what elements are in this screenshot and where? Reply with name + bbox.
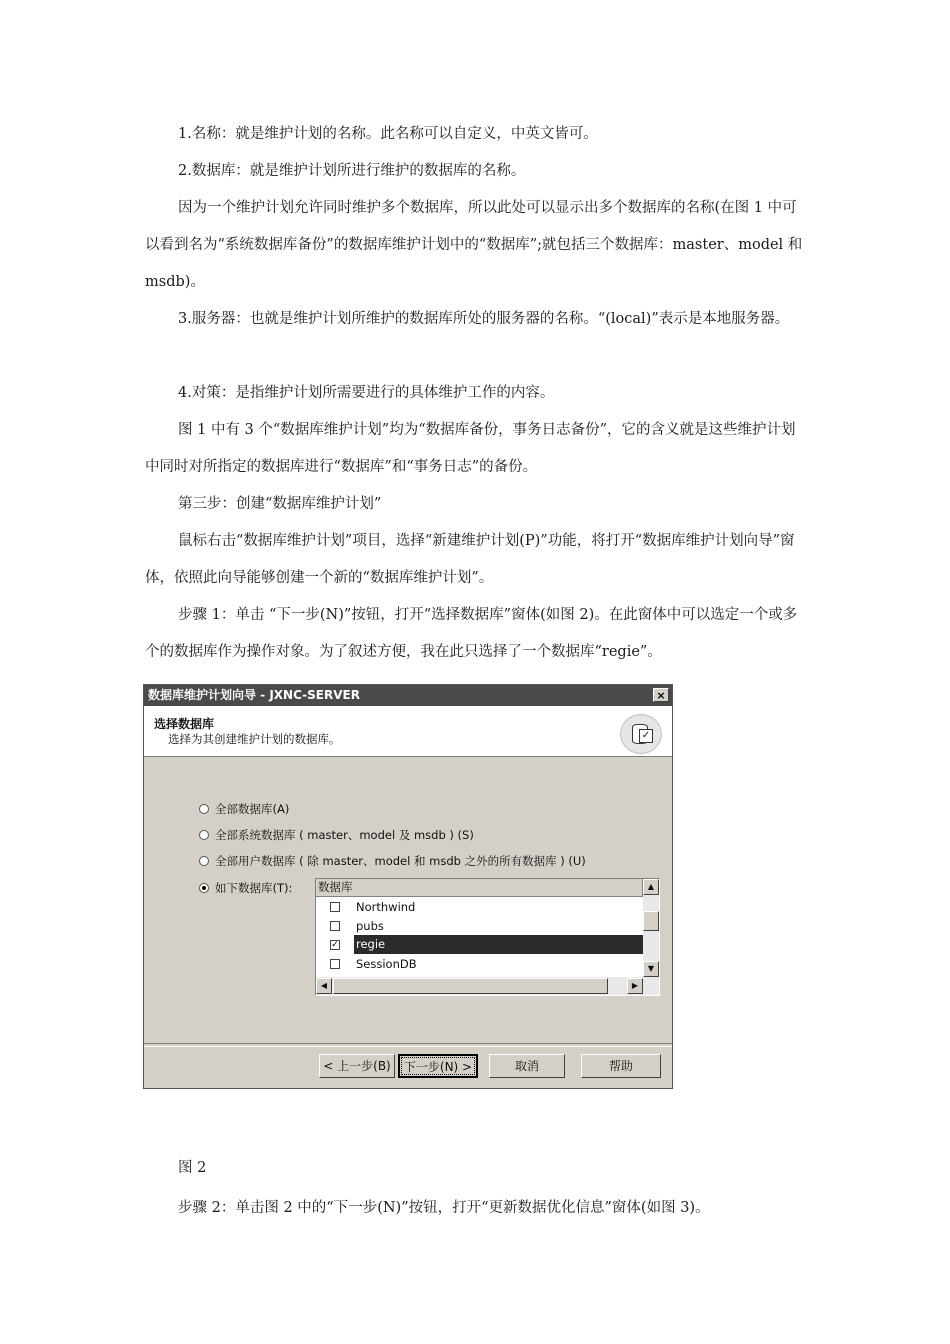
checkbox[interactable] [330,921,340,931]
header-subtitle: 选择为其创建维护计划的数据库。 [168,732,341,746]
radio-button[interactable] [199,856,209,866]
vertical-scrollbar[interactable] [643,879,659,977]
paragraph-server: 3.服务器：也就是维护计划所维护的数据库所处的服务器的名称。“(local)”表示是本地服务器。 [178,311,790,327]
radio-system-databases[interactable] [199,827,474,843]
wizard-dialog [143,684,673,1089]
dialog-titlebar [144,685,672,706]
database-check-icon: ✓ [620,714,662,754]
help-button[interactable]: 帮助 [581,1054,661,1078]
scroll-up-icon[interactable]: ▲ [643,879,659,895]
radio-user-databases[interactable] [199,853,586,869]
radio-label: 如下数据库(T): [215,881,293,895]
database-listbox[interactable] [315,878,660,996]
paragraph-fig1-note: 图 1 中有 3 个“数据库维护计划”均为“数据库备份，事务日志备份”，它的含义就是这些维护计划中同时对所指定的数据库进行“数据库”和“事务日志”的备份。 [145,422,796,475]
checkbox-checked[interactable]: ✓ [331,939,339,950]
dialog-header [144,706,672,757]
database-name: SessionDB [356,956,417,971]
cancel-button[interactable]: 取消 [489,1054,565,1078]
radio-label: 全部用户数据库 ( 除 master、model 和 msdb 之外的所有数据库 ) (U) [215,854,586,868]
checkbox[interactable] [330,959,340,969]
radio-all-databases[interactable] [199,801,289,817]
radio-button-selected[interactable] [199,883,209,893]
next-button[interactable]: 下一步(N) > [398,1054,478,1078]
list-item[interactable] [316,954,643,973]
radio-these-databases[interactable] [199,880,292,896]
scrollbar-thumb[interactable] [333,978,608,994]
scroll-left-icon[interactable]: ◀ [316,978,332,994]
figure-caption: 图 2 [178,1160,207,1176]
scroll-down-icon[interactable]: ▼ [643,961,659,977]
dialog-title: 数据库维护计划向导 - JXNC-SERVER [148,688,360,702]
paragraph-right-click: 鼠标右击“数据库维护计划”项目，选择“新建维护计划(P)”功能，将打开“数据库维护计划向导”窗体，依照此向导能够创建一个新的“数据库维护计划”。 [145,533,795,586]
database-name: pubs [356,918,384,933]
close-icon[interactable]: × [653,688,669,702]
header-title: 选择数据库 [154,717,215,731]
list-item[interactable] [316,916,643,935]
list-item-selected[interactable] [316,935,643,954]
list-column-header[interactable]: 数据库 [316,879,643,897]
database-name: Northwind [356,899,416,914]
paragraph-database: 2.数据库：就是维护计划所进行维护的数据库的名称。 [178,163,526,179]
paragraph-name: 1.名称：就是维护计划的名称。此名称可以自定义，中英文皆可。 [178,126,598,142]
paragraph-step1: 步骤 1：单击 “下一步(N)”按钮，打开“选择数据库”窗体(如图 2)。在此窗体中可以选定一个或多个的数据库作为操作对象。为了叙述方便，我在此只选择了一个数据库“regie”。 [145,607,798,660]
scrollbar-thumb[interactable] [643,911,659,931]
paragraph-step3: 第三步：创建“数据库维护计划” [178,496,382,512]
paragraph-multi-db: 因为一个维护计划允许同时维护多个数据库，所以此处可以显示出多个数据库的名称(在图 1 中可以看到名为“系统数据库备份”的数据库维护计划中的“数据库”;就包括三个数据库：master、model 和 msdb)。 [145,200,803,290]
database-name: regie [354,935,643,954]
radio-button[interactable] [199,830,209,840]
divider [144,1043,672,1047]
checkbox[interactable] [330,902,340,912]
radio-button[interactable] [199,804,209,814]
paragraph-strategy: 4.对策：是指维护计划所需要进行的具体维护工作的内容。 [178,385,555,401]
radio-label: 全部系统数据库 ( master、model 及 msdb ) (S) [215,828,474,842]
horizontal-scrollbar[interactable] [316,977,659,995]
radio-label: 全部数据库(A) [215,802,290,816]
back-button[interactable]: < 上一步(B) [319,1054,395,1078]
scroll-right-icon[interactable]: ▶ [627,978,643,994]
paragraph-step2: 步骤 2：单击图 2 中的“下一步(N)”按钮，打开“更新数据优化信息”窗体(如图 3)。 [178,1200,710,1216]
list-item[interactable] [316,897,643,916]
